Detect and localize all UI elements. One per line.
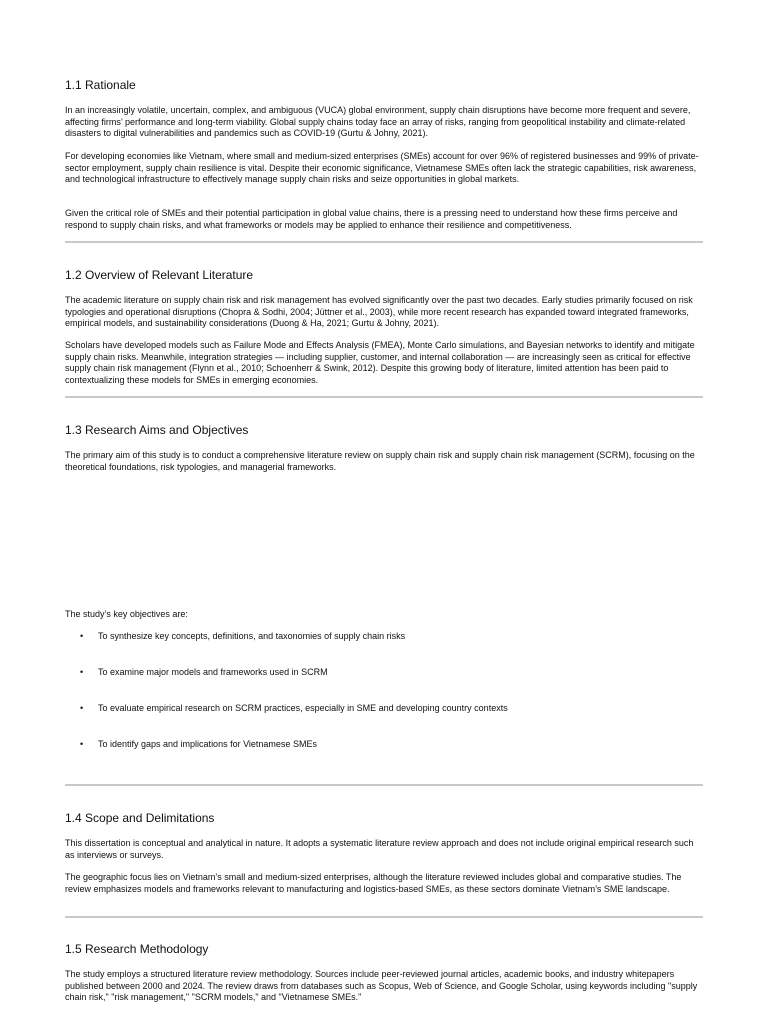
list-item-text: To examine major models and frameworks used in SCRM	[98, 667, 328, 677]
paragraph: This dissertation is conceptual and analytical in nature. It adopts a systematic literature review approach and does not include original empirical research such as interviews or surveys.	[65, 838, 694, 860]
paragraph: The study’s key objectives are:	[65, 609, 188, 619]
paragraph: The geographic focus lies on Vietnam’s small and medium-sized enterprises, although the literature reviewed includes global and comparative studies. The review emphasizes models and frameworks relevant to manufacturing and logistics-based SMEs, as these sectors dominate Vietnam’s SME landscape.	[65, 872, 682, 894]
bullet-icon: •	[80, 631, 84, 641]
section-heading-methodology: 1.5 Research Methodology	[65, 942, 209, 956]
section-heading-scope: 1.4 Scope and Delimitations	[65, 811, 215, 825]
section-heading-aims: 1.3 Research Aims and Objectives	[65, 423, 249, 437]
paragraph: Given the critical role of SMEs and their potential participation in global value chains, there is a pressing need to understand how these firms perceive and respond to supply chain risks, and what frameworks or models may be applied to enhance their resilience and competitiveness.	[65, 208, 678, 230]
list-item-text: To evaluate empirical research on SCRM practices, especially in SME and developing country contexts	[98, 703, 508, 713]
list-item-text: To identify gaps and implications for Vietnamese SMEs	[98, 739, 317, 749]
bullet-icon: •	[80, 739, 84, 749]
bullet-icon: •	[80, 667, 84, 677]
section-divider	[65, 916, 703, 918]
section-divider	[65, 396, 703, 398]
paragraph: Scholars have developed models such as Failure Mode and Effects Analysis (FMEA), Monte Carlo simulations, and Bayesian networks to identify and mitigate supply chain risks. Meanwhile, integration strategies — including supplier, customer, and internal collaboration — are increasingly seen as critical for effective supply chain risk management (Flynn et al., 2010; Schoenherr & Swink, 2012). Despite this growing body of literature, limited attention has been paid to contextualizing these models for SMEs in emerging economies.	[65, 340, 695, 385]
paragraph: The primary aim of this study is to conduct a comprehensive literature review on supply chain risk and supply chain risk management (SCRM), focusing on the theoretical foundations, risk typologies, and managerial frameworks.	[65, 450, 695, 472]
paragraph: The study employs a structured literature review methodology. Sources include peer-reviewed journal articles, academic books, and industry whitepapers published between 2000 and 2024. The review draws from databases such as Scopus, Web of Science, and Google Scholar, using keywords including "supply chain risk," "risk management," "SCRM models," and "Vietnamese SMEs."	[65, 969, 698, 1002]
paragraph: In an increasingly volatile, uncertain, complex, and ambiguous (VUCA) global environment, supply chain disruptions have become more frequent and severe, affecting firms’ performance and long-term viability. Global supply chains today face an array of risks, ranging from geopolitical instability and climate-related disasters to digital vulnerabilities and pandemics such as COVID-19 (Gurtu & Johny, 2021).	[65, 105, 691, 138]
paragraph: The academic literature on supply chain risk and risk management has evolved significantly over the past two decades. Early studies primarily focused on risk typologies and operational disruptions (Chopra & Sodhi, 2004; Jüttner et al., 2003), while more recent research has expanded toward integrated frameworks, empirical models, and sustainability considerations (Duong & Ha, 2021; Gurtu & Johny, 2021).	[65, 295, 693, 328]
section-divider	[65, 241, 703, 243]
section-heading-rationale: 1.1 Rationale	[65, 78, 136, 92]
section-divider	[65, 784, 703, 786]
list-item-text: To synthesize key concepts, definitions, and taxonomies of supply chain risks	[98, 631, 406, 641]
section-heading-literature: 1.2 Overview of Relevant Literature	[65, 268, 254, 282]
paragraph: For developing economies like Vietnam, where small and medium-sized enterprises (SMEs) account for over 96% of registered businesses and 99% of private-sector employment, supply chain resilience is vital. Despite their economic significance, Vietnamese SMEs often lack the strategic capabilities, risk awareness, and technological infrastructure to effectively manage supply chain risks and seize opportunities in global markets.	[65, 151, 699, 184]
bullet-icon: •	[80, 703, 84, 713]
